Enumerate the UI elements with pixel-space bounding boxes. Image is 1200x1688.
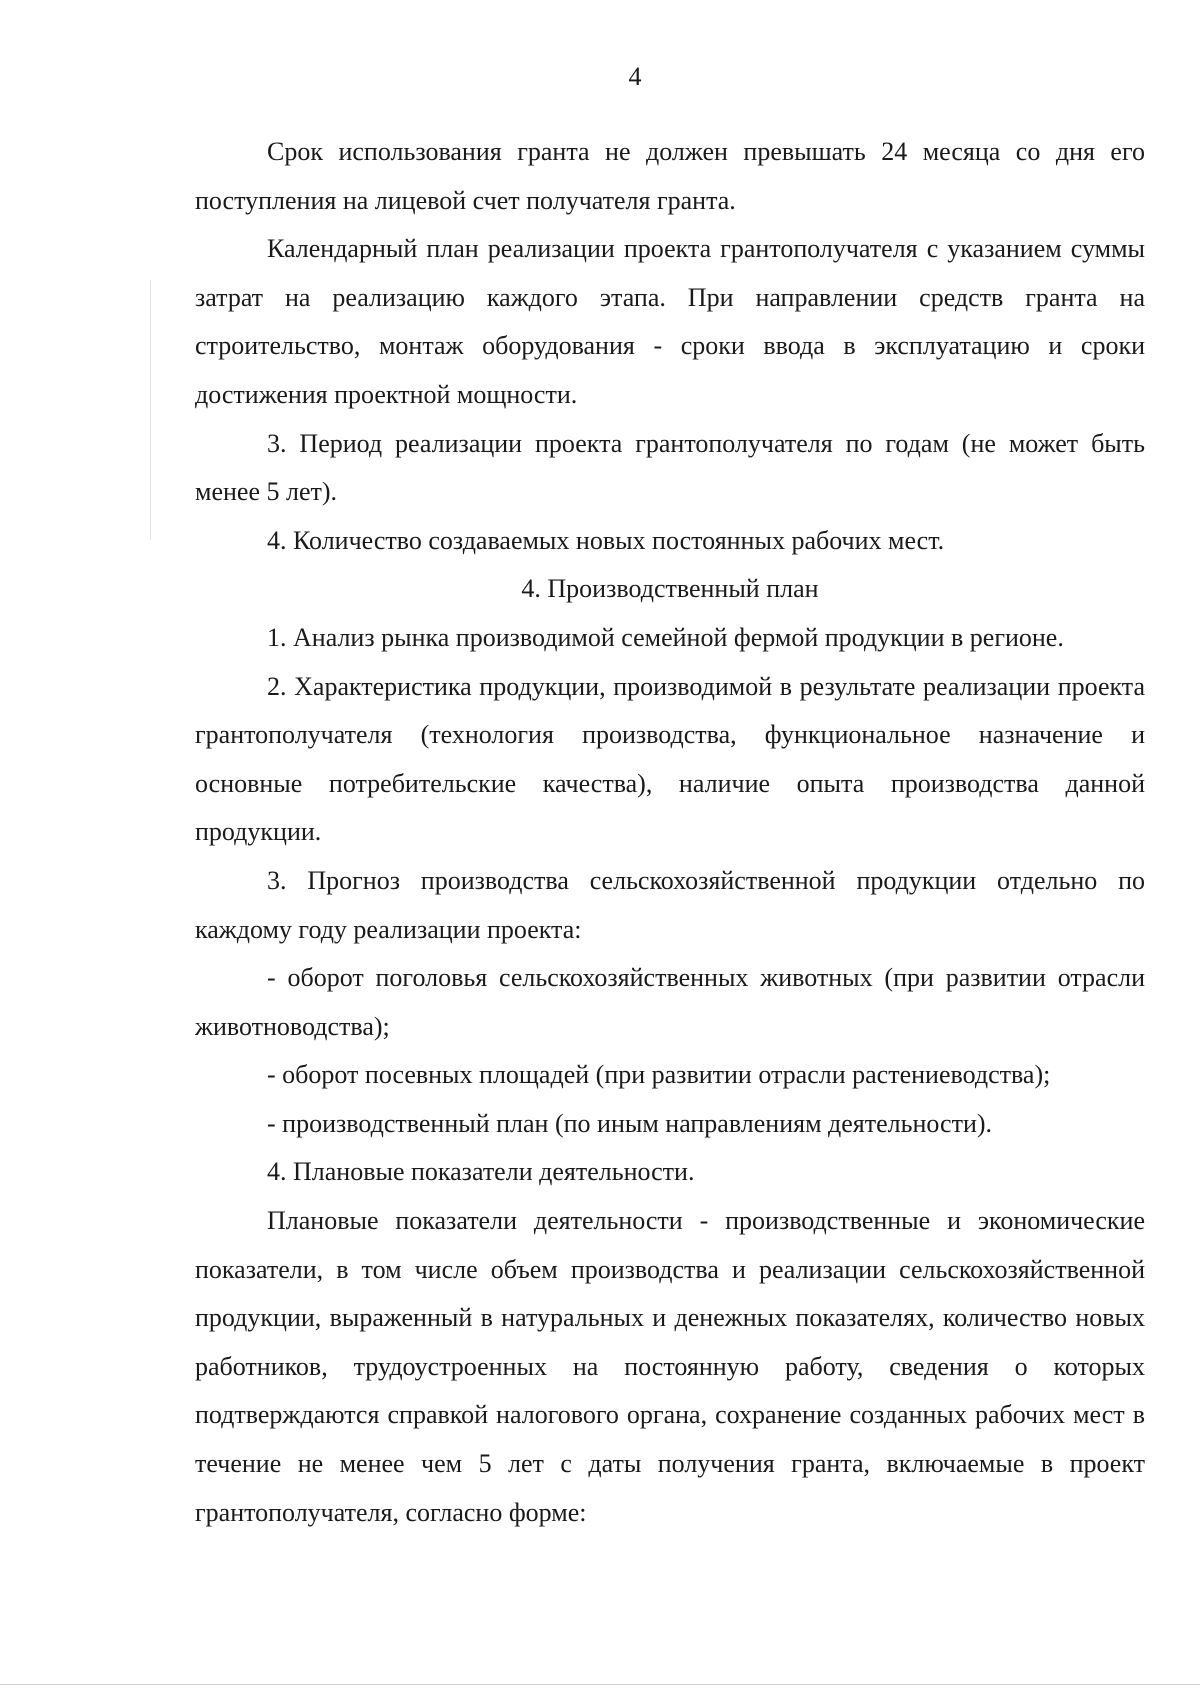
paragraph-planned-indicators: Плановые показатели деятельности - производственные и экономические показатели, в том числе объем производства и реализации сельскохозяйственной продукции, выраженный в натуральных и денежных показателях, количество новых работников, трудоустроенных на постоянную работу, сведения о которых подтверждаются справкой налогового органа, сохранение созданных рабочих мест в течение не менее чем 5 лет с даты получения гранта, включаемые в проект грантополучателя, согласно форме: (195, 1206, 1145, 1527)
paragraph-market-analysis: 1. Анализ рынка производимой семейной фермой продукции в регионе. (267, 622, 1064, 652)
paragraph-production-forecast: 3. Прогноз производства сельскохозяйственной продукции отдельно по каждому году реализации проекта: (195, 865, 1145, 944)
scan-edge-mark (150, 280, 151, 540)
document-body (195, 128, 1145, 1537)
page-number: 4 (628, 62, 642, 91)
paragraph-new-jobs: 4. Количество создаваемых новых постоянных рабочих мест. (267, 525, 945, 555)
paragraph-grant-term: Срок использования гранта не должен превышать 24 месяца со дня его поступления на лицевой счет получателя гранта. (195, 137, 1145, 215)
section-heading: 4. Производственный план (521, 574, 819, 604)
paragraph-implementation-period: 3. Период реализации проекта грантополучателя по годам (не может быть менее 5 лет). (195, 428, 1145, 507)
paragraph-product-characteristics: 2. Характеристика продукции, производимой в результате реализации проекта грантополучателя (технология производства, функциональное назначение и основные потребительские качества), наличие опыта производства данной продукции. (195, 671, 1145, 847)
list-item-production-plan: - производственный план (по иным направлениям деятельности). (267, 1108, 993, 1138)
list-item-livestock: - оборот поголовья сельскохозяйственных животных (при развитии отрасли животноводства); (195, 963, 1145, 1041)
list-item-crop-areas: - оборот посевных площадей (при развитии отрасли растениеводства); (267, 1060, 1051, 1090)
scan-edge-bottom (0, 1684, 1200, 1685)
paragraph-calendar-plan: Календарный план реализации проекта грантополучателя с указанием суммы затрат на реализацию каждого этапа. При направлении средств гранта на строительство, монтаж оборудования - сроки ввода в эксплуатацию и сроки достижения проектной мощности. (195, 234, 1145, 409)
paragraph-planned-indicators-title: 4. Плановые показатели деятельности. (267, 1157, 695, 1187)
